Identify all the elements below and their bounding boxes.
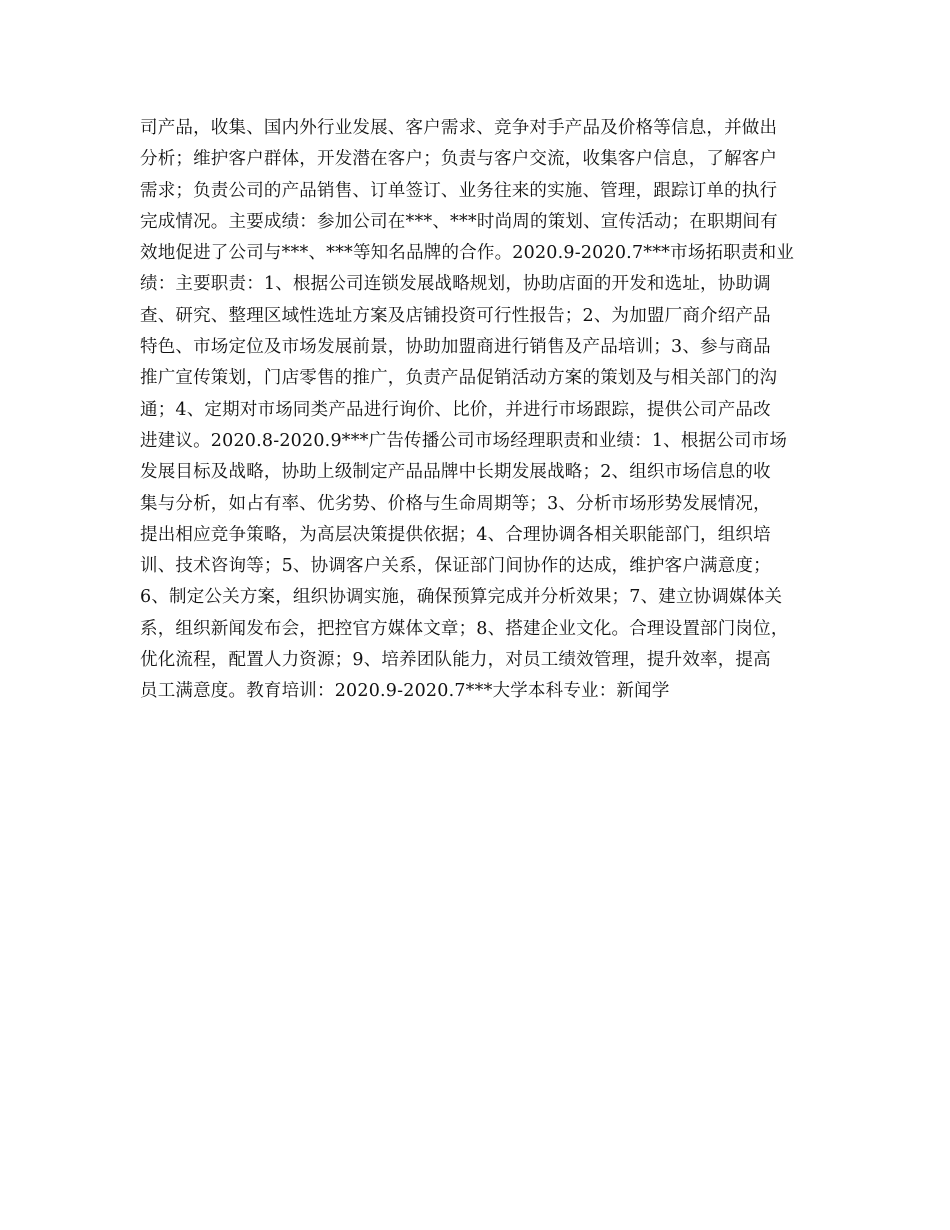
text-line: 完成情况。主要成绩：参加公司在***、***时尚周的策划、宣传活动；在职期间有: [140, 211, 778, 232]
text-line: 发展目标及战略，协助上级制定产品品牌中长期发展战略；2、组织市场信息的收: [140, 462, 771, 483]
text-line: 司产品，收集、国内外行业发展、客户需求、竞争对手产品及价格等信息，并做出: [140, 118, 778, 138]
text-line: 训、技术咨询等；5、协调客户关系，保证部门间协作的达成，维护客户满意度；: [140, 556, 771, 577]
text-line: 提出相应竞争策略，为高层决策提供依据；4、合理协调各相关职能部门，组织培: [140, 524, 771, 545]
text-line: 分析；维护客户群体，开发潜在客户；负责与客户交流，收集客户信息，了解客户: [140, 149, 778, 170]
text-line: 绩：主要职责：1、根据公司连锁发展战略规划，协助店面的开发和选址，协助调: [140, 274, 771, 295]
text-line: 员工满意度。教育培训：2020.9-2020.7***大学本科专业：新闻学: [140, 681, 670, 702]
text-line: 6、制定公关方案，组织协调实施，确保预算完成并分析效果；7、建立协调媒体关: [140, 587, 783, 608]
text-line: 查、研究、整理区域性选址方案及店铺投资可行性报告；2、为加盟厂商介绍产品: [140, 305, 771, 326]
text-line: 推广宣传策划，门店零售的推广，负责产品促销活动方案的策划及与相关部门的沟: [140, 368, 778, 389]
text-line: 需求；负责公司的产品销售、订单签订、业务往来的实施、管理，跟踪订单的执行: [140, 180, 778, 201]
text-line: 集与分析，如占有率、优劣势、价格与生命周期等；3、分析市场形势发展情况，: [140, 493, 771, 514]
text-line: 通；4、定期对市场同类产品进行询价、比价，并进行市场跟踪，提供公司产品改: [140, 399, 771, 420]
text-line: 特色、市场定位及市场发展前景，协助加盟商进行销售及产品培训；3、参与商品: [140, 337, 771, 358]
text-line: 系，组织新闻发布会，把控官方媒体文章；8、搭建企业文化。合理设置部门岗位，: [140, 618, 789, 639]
text-line: 进建议。2020.8-2020.9***广告传播公司市场经理职责和业绩：1、根据公司市场: [140, 430, 788, 451]
text-line: 优化流程，配置人力资源；9、培养团队能力，对员工绩效管理，提升效率，提高: [140, 650, 771, 671]
text-line: 效地促进了公司与***、***等知名品牌的合作。2020.9-2020.7***市场拓职责和业: [140, 243, 795, 264]
document-body: [140, 113, 810, 708]
